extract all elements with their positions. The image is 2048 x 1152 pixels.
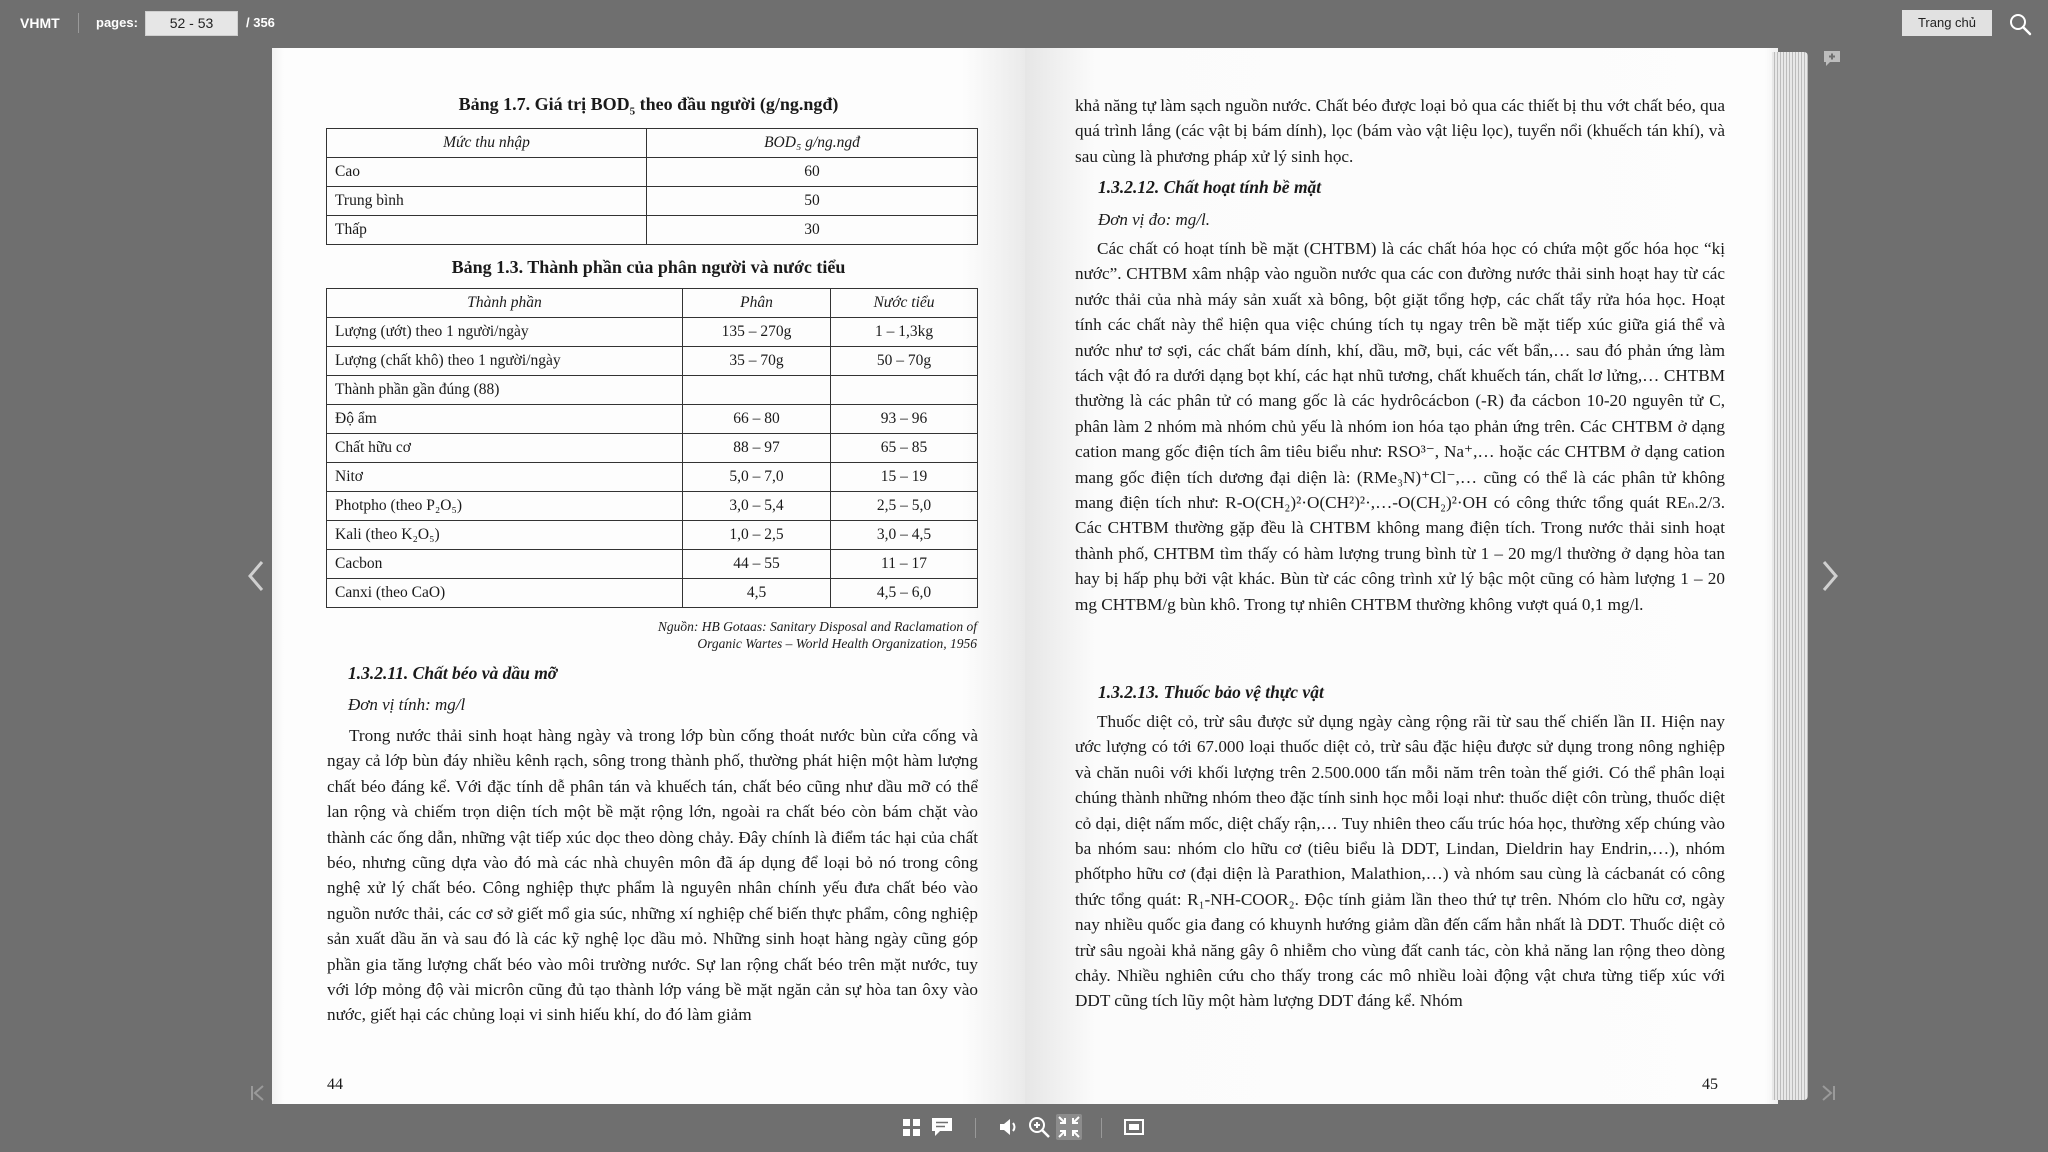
table-header: Phân (683, 289, 831, 318)
table-cell: 3,0 – 4,5 (831, 521, 978, 550)
table-cell: 3,0 – 5,4 (683, 492, 831, 521)
table-cell: 65 – 85 (831, 434, 978, 463)
table-cell: Lượng (chất khô) theo 1 người/ngày (327, 347, 683, 376)
page-edges (1772, 52, 1808, 1100)
zoom-in-icon[interactable] (1026, 1114, 1052, 1140)
table-cell: Thành phần gần đúng (88) (327, 376, 683, 405)
table-row (327, 405, 978, 434)
table-cell: Chất hữu cơ (327, 434, 683, 463)
body-paragraph: Các chất có hoạt tính bề mặt (CHTBM) là các chất hóa học có chứa một gốc hóa học “kị nước”. CHTBM xâm nhập vào nguồn nước qua các con đường nước thải sinh hoạt hay từ các nước thải của nhà máy sản xuất xà bông, bột giặt tổng hợp, các chất tẩy rửa hóa học. Hoạt tính các chất này thể hiện qua việc chúng tích tụ ngay trên bề mặt tiếp xúc giữa giá thể và nước như tơ sợi, các chất bám dính, khí, dầu, mỡ, bụi, các vết bẩn,… sau đó phản ứng làm tách vật đó ra dưới dạng bọt khí, các hạt nhũ tương, chất khuếch tán, chất lơ lửng,… CHTBM thường là các phân tử có mang gốc là các hydrôcácbon (-R) đa cácbon 10-20 nguyên tử C, phân làm 2 nhóm mà nhóm chủ yếu là nhóm ion hóa tạo phản ứng trên. Các CHTBM ở dạng cation mang gốc điện tích âm tiêu biểu như: RSO³⁻, Na⁺,… hoặc các CHTBM ở dạng cation mang gốc điện tích dương đại diện là: (RMe₃N)⁺Cl⁻,… cũng có thể là các phân tử không mang điện tích như: R-O(CH₂)²·O(CH²)²·,…-O(CH₂)²·OH có công thức tổng quát REₙ.2/3. Các CHTBM thường gặp đều là CHTBM không mang điện tích. Trong nước thải sinh hoạt thành phố, CHTBM tìm thấy có hàm lượng trung bình từ 1 – 20 mg/l thường ở dạng hòa tan hay bị hấp phụ bởi vật khác. Bùn từ các công trình xử lý bậc một cũng có hàm lượng 1 – 20 mg CHTBM/g bùn khô. Trong tự nhiên CHTBM thường không vượt quá 0,1 mg/l. (1075, 239, 1725, 614)
share-icon[interactable] (1121, 1114, 1147, 1140)
unit-line: Đơn vị đo: mg/l. (1098, 210, 1211, 229)
table-row (327, 521, 978, 550)
table-cell: Độ ẩm (327, 405, 683, 434)
table-row (327, 187, 978, 216)
table-row (327, 492, 978, 521)
table-cell: 1,0 – 2,5 (683, 521, 831, 550)
table-cell: Photpho (theo P₂O₅) (327, 492, 683, 521)
table-cell: 60 (647, 158, 978, 187)
table-cell: 11 – 17 (831, 550, 978, 579)
table-cell: 4,5 – 6,0 (831, 579, 978, 608)
left-page (272, 48, 1025, 1104)
table-row (327, 216, 978, 245)
table-cell: Trung bình (327, 187, 647, 216)
section-heading: 1.3.2.12. Chất hoạt tính bề mặt (1098, 177, 1322, 197)
bod-table (326, 128, 978, 245)
table-cell: Kali (theo K₂O₅) (327, 521, 683, 550)
table-cell: Cao (327, 158, 647, 187)
body-paragraph: Thuốc diệt cỏ, trừ sâu được sử dụng ngày càng rộng rãi từ sau thế chiến lần II. Hiện nay ước lượng có tới 67.000 loại thuốc diệt cỏ, trừ sâu đặc hiệu được sử dụng trong nông nghiệp và chăn nuôi với khối lượng trên 2.500.000 tấn mỗi năm trên toàn thế giới. Có thể phân loại chúng thành những nhóm theo đặc tính sinh học mỗi loại như: thuốc diệt côn trùng, thuốc diệt cỏ dại, diệt nấm mốc, diệt chấy rận,… Tuy nhiên theo cấu trúc hóa học, thường xếp chúng vào ba nhóm sau: nhóm clo hữu cơ (tiêu biểu là DDT, Lindan, Dieldrin hay Endrin,…), nhóm phốtpho hữu cơ (đại diện là Parathion, Malathion,…) và nhóm sau cùng là cácbanát có công thức tổng quát: R₁-NH-COOR₂. Độc tính giảm lần theo thứ tự trên. Nhóm clo hữu cơ, ngày nay nhiều quốc gia đang có khuynh hướng giảm dần đến cấm hẳn nhất là DDT. Thuốc diệt cỏ trừ sâu ngoài khả năng gây ô nhiễm cho vùng đất canh tác, còn khả năng lan rộng theo dòng chảy. Nhiều nghiên cứu cho thấy trong các mô nhiều loài động vật chưa từng tiếp xúc với DDT cũng tích lũy một hàm lượng DDT đáng kể. Nhóm (1075, 712, 1725, 1011)
table-cell: 35 – 70g (683, 347, 831, 376)
table-cell: 50 (647, 187, 978, 216)
top-toolbar (0, 0, 2048, 46)
chevron-right-icon[interactable] (1814, 556, 1844, 596)
table-cell: 135 – 270g (683, 318, 831, 347)
search-icon[interactable] (2008, 12, 2032, 36)
table-cell: 93 – 96 (831, 405, 978, 434)
comment-icon[interactable] (929, 1114, 955, 1140)
table-header: BOD₅ g/ng.ngđ (647, 129, 978, 158)
collapse-icon[interactable] (1056, 1114, 1082, 1140)
table-cell (831, 376, 978, 405)
table-cell: 50 – 70g (831, 347, 978, 376)
table-cell: 5,0 – 7,0 (683, 463, 831, 492)
chevron-left-icon[interactable] (242, 556, 272, 596)
table-cell: 1 – 1,3kg (831, 318, 978, 347)
table-cell: Cacbon (327, 550, 683, 579)
brand-label: VHMT (20, 15, 60, 31)
pages-label: pages: (96, 15, 138, 30)
unit-line: Đơn vị tính: mg/l (348, 695, 466, 714)
section-heading: 1.3.2.13. Thuốc bảo vệ thực vật (1098, 682, 1324, 702)
table-cell: 30 (647, 216, 978, 245)
table-source (572, 618, 977, 652)
body-paragraph: khả năng tự làm sạch nguồn nước. Chất béo được loại bỏ qua các thiết bị thu vớt chất béo, qua quá trình lắng (các vật bị bám dính), lọc (bám vào vật liệu lọc), tuyển nổi (khuếch tán khí), và sau cùng là phương pháp xử lý sinh học. (1075, 96, 1725, 166)
table-cell: Canxi (theo CaO) (327, 579, 683, 608)
table-cell: Nitơ (327, 463, 683, 492)
bookmark-add-icon[interactable] (1822, 50, 1842, 68)
table1-title: Bảng 1.7. Giá trị $BOD_5$ theo đầu người (g/ng.ngđ) (458, 94, 839, 118)
page-number: 44 (327, 1076, 343, 1093)
thumbnails-icon[interactable] (899, 1114, 925, 1140)
table-header: Mức thu nhập (327, 129, 647, 158)
table-cell: 4,5 (683, 579, 831, 608)
page-number: 45 (1702, 1076, 1718, 1093)
body-paragraph: Trong nước thải sinh hoạt hàng ngày và trong lớp bùn cống thoát nước bùn cửa cống và ngay cả lớp bùn đáy nhiều kênh rạch, sông trong thành phố, thường phát hiện một hàm lượng chất béo đáng kể. Với đặc tính dễ phân tán và khuếch tán, chất béo cũng như dầu mỡ có thể lan rộng và chiếm trọn diện tích một bề mặt rộng lớn, ngoài ra chất béo còn bám chặt vào thành các ống dẫn, những vật tiếp xúc dọc theo dòng chảy. Đây chính là điểm tác hại của chất béo, nhưng cũng dựa vào đó mà các nhà chuyên môn đã áp dụng để loại bỏ nó trong công nghệ xử lý chất béo. Công nghiệp thực phẩm là nguyên nhân chính yếu đưa chất béo vào nguồn nước thải, các cơ sở giết mổ gia súc, những xí nghiệp chế biến thực phẩm, công nghiệp sản xuất dầu ăn và sau đó là các kỹ nghệ lọc dầu mỏ. Những sinh hoạt hàng ngày cũng góp phần gia tăng lượng chất béo vào môi trường nước. Sự lan rộng chất béo trên mặt nước, tuy với lớp mỏng độ vài micrôn cũng đủ tạo thành lớp váng bề mặt ngăn cản sự hòa tan ôxy vào nước, giết hại các chủng loại vi sinh hiếu khí, do đó làm giảm (327, 726, 978, 1025)
table-row (327, 376, 978, 405)
table-row (327, 158, 978, 187)
source-line: Organic Wartes – World Health Organization, 1956 (697, 636, 977, 651)
table-cell: Thấp (327, 216, 647, 245)
table-row (327, 579, 978, 608)
table-cell (683, 376, 831, 405)
last-page-icon[interactable] (1818, 1083, 1838, 1103)
table-cell: 44 – 55 (683, 550, 831, 579)
table-cell: 2,5 – 5,0 (831, 492, 978, 521)
table-header: Thành phần (327, 289, 683, 318)
table2-title: Bảng 1.3. Thành phần của phân người và nước tiểu (451, 257, 846, 277)
divider (975, 1118, 976, 1138)
first-page-icon[interactable] (248, 1083, 268, 1103)
right-page (1025, 48, 1778, 1104)
table-cell: 66 – 80 (683, 405, 831, 434)
divider (1101, 1118, 1102, 1138)
speaker-icon[interactable] (996, 1114, 1022, 1140)
home-button[interactable]: Trang chủ (1902, 10, 1992, 36)
table-cell: 88 – 97 (683, 434, 831, 463)
page-number-input[interactable]: 52 - 53 (145, 11, 238, 36)
table-header: Nước tiểu (831, 289, 978, 318)
composition-table (326, 288, 978, 608)
section-heading: 1.3.2.11. Chất béo và dầu mỡ (348, 663, 558, 683)
table-cell: Lượng (ướt) theo 1 người/ngày (327, 318, 683, 347)
source-line: Nguồn: HB Gotaas: Sanitary Disposal and Raclamation of (657, 619, 977, 634)
table-cell: 15 – 19 (831, 463, 978, 492)
book-spread (272, 48, 1778, 1104)
table-row (327, 318, 978, 347)
table-row (327, 347, 978, 376)
table-row (327, 550, 978, 579)
total-pages: / 356 (246, 15, 275, 30)
table-row (327, 434, 978, 463)
table-row (327, 463, 978, 492)
divider (78, 13, 79, 33)
bottom-toolbar (0, 1104, 2048, 1152)
